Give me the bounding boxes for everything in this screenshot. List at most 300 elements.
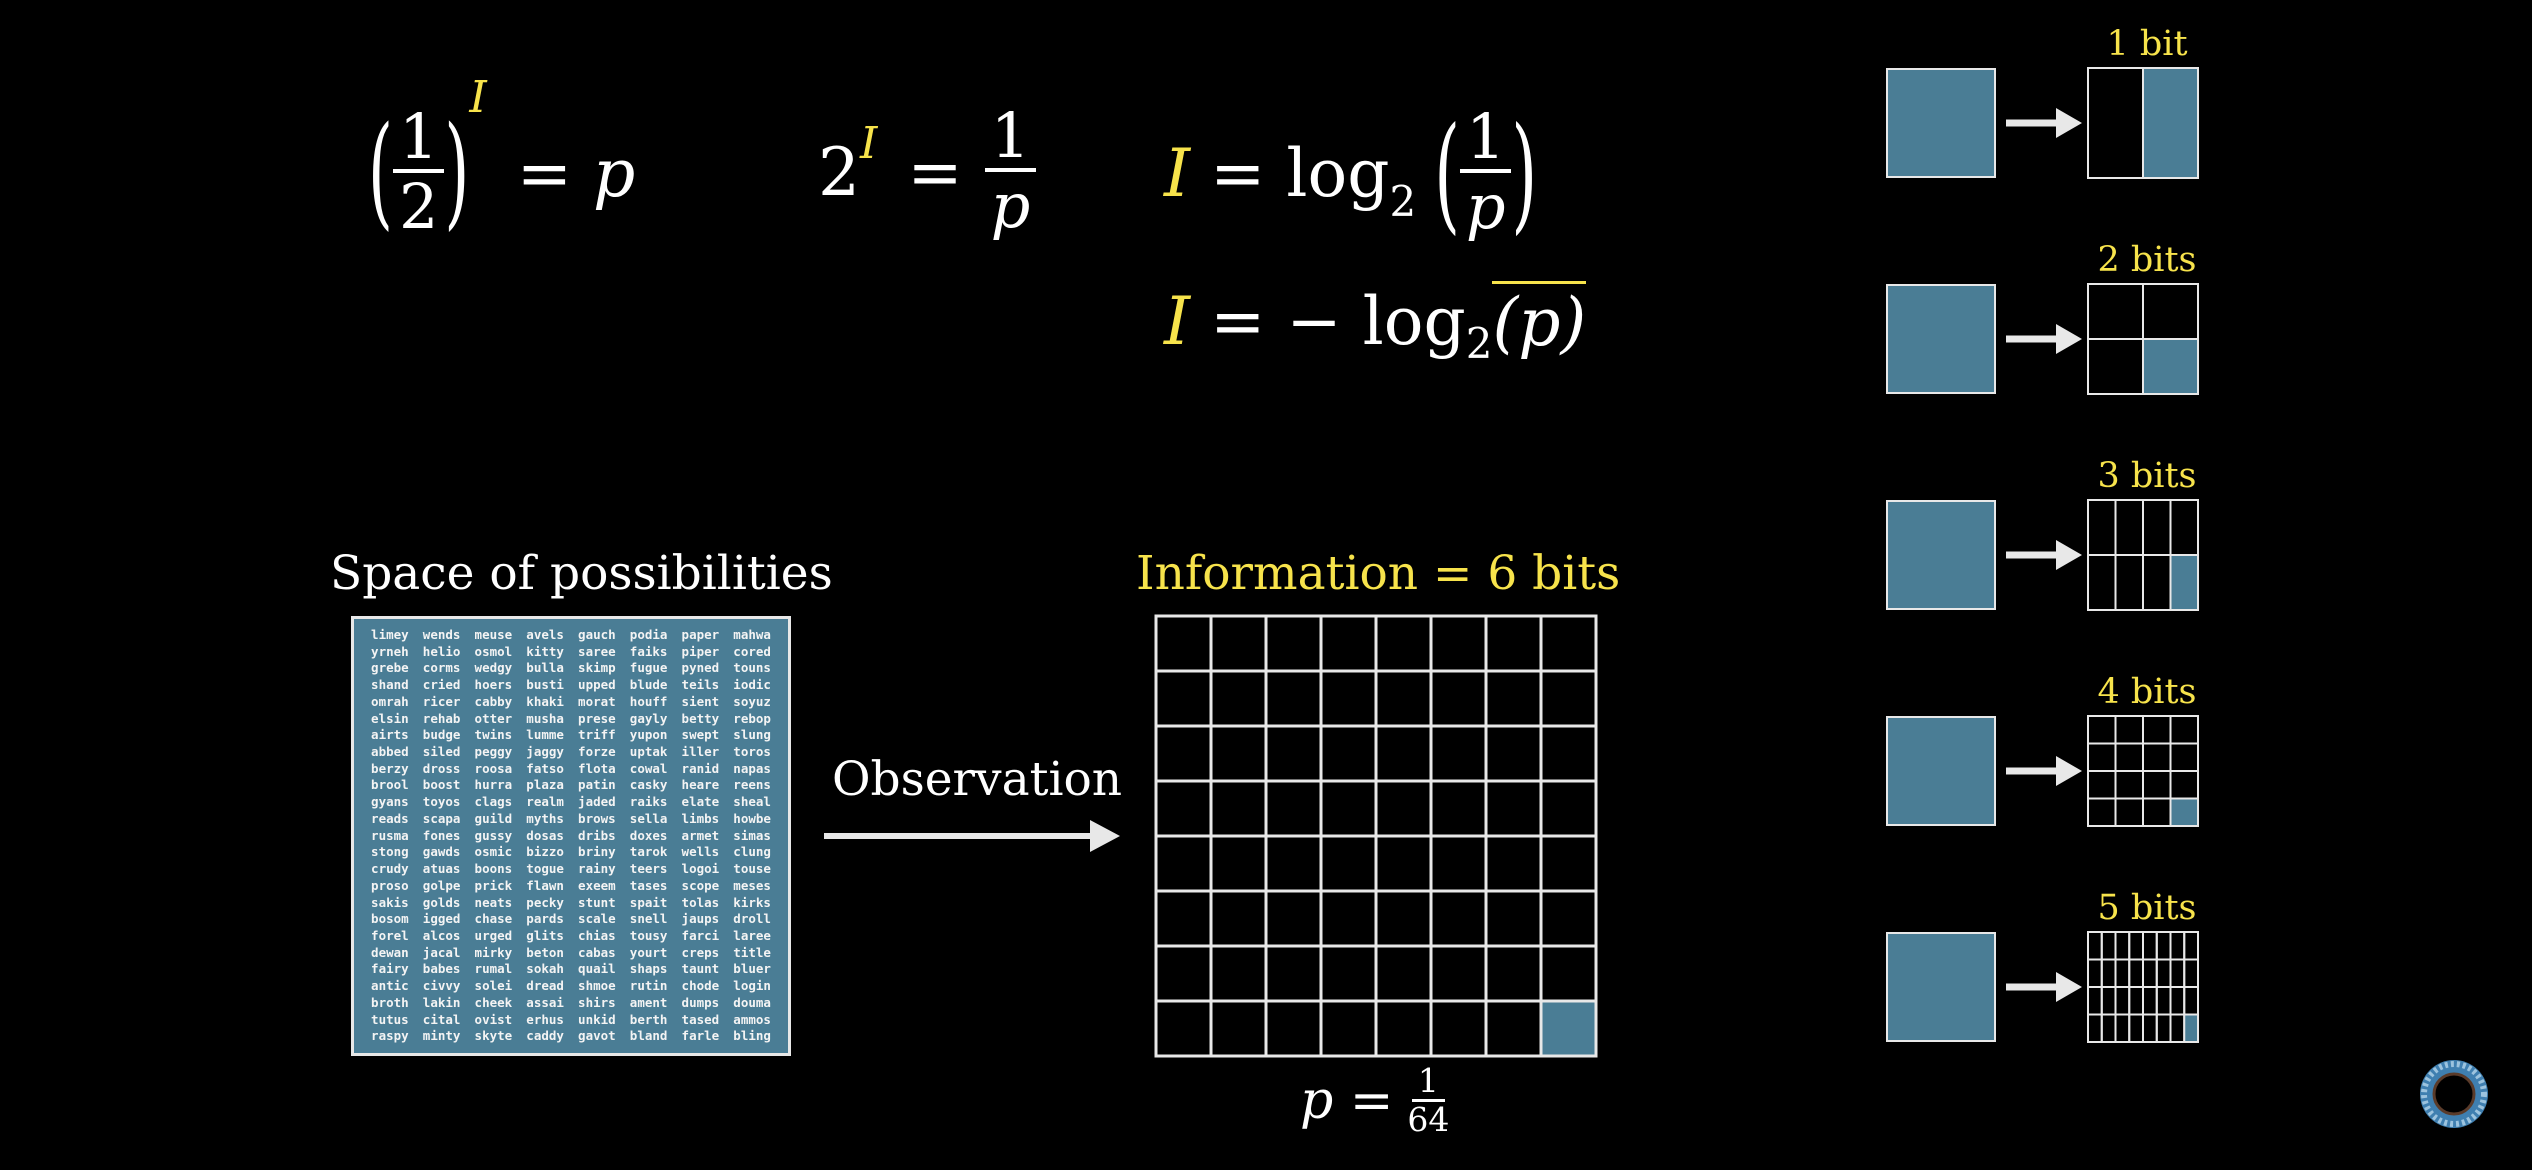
word-item: prese — [578, 710, 616, 726]
grid-cell — [1541, 726, 1596, 781]
word-item: stong — [371, 844, 409, 860]
bits-cell — [2102, 987, 2116, 1015]
bits-label: 1 bit — [2106, 24, 2188, 64]
word-item: dribs — [578, 827, 616, 843]
word-item: limey — [371, 627, 409, 642]
bits-cell — [2143, 744, 2171, 772]
word-item: atuas — [422, 861, 461, 877]
arrow-right-icon — [2004, 537, 2082, 573]
bits-label: 4 bits — [2097, 672, 2197, 712]
word-item: flawn — [526, 877, 564, 893]
word-item: glits — [526, 927, 564, 943]
word-item: twins — [474, 727, 513, 743]
word-item: doxes — [629, 827, 668, 843]
word-item: bizzo — [526, 844, 564, 860]
word-item: tutus — [371, 1011, 409, 1027]
word-item: clung — [733, 844, 771, 860]
bits-cell — [2088, 500, 2116, 555]
word-item: pards — [526, 911, 564, 927]
word-item: otter — [474, 710, 513, 726]
word-item: reens — [733, 777, 771, 793]
bits-cell — [2171, 744, 2199, 772]
grid-cell — [1266, 781, 1321, 836]
word-item: tases — [629, 877, 668, 893]
word-item: avels — [526, 627, 564, 642]
word-item: corms — [422, 660, 461, 676]
grid-cell — [1156, 836, 1211, 891]
word-item: clags — [474, 794, 513, 810]
bits-label: 2 bits — [2097, 240, 2197, 280]
grid-cell — [1266, 1001, 1321, 1056]
grid-cell — [1376, 616, 1431, 671]
word-item: heare — [681, 777, 720, 793]
word-item: roosa — [474, 760, 513, 776]
word-item: dread — [526, 978, 564, 994]
word-item: airts — [371, 727, 409, 743]
word-item: casky — [629, 777, 668, 793]
bits-cell — [2171, 500, 2199, 555]
word-item: iller — [681, 744, 720, 760]
arrow-right-icon — [2004, 105, 2082, 141]
word-item: rumal — [474, 961, 513, 977]
bits-cell — [2143, 960, 2157, 988]
grid-cell — [1486, 891, 1541, 946]
bits-cell — [2143, 716, 2171, 744]
grid-cell — [1541, 781, 1596, 836]
grid-cell — [1156, 671, 1211, 726]
word-item: scope — [681, 877, 720, 893]
formula-log: I = log 2 ( $\frac{1}{p}$ ) — [1164, 99, 1538, 247]
word-item: teils — [681, 677, 720, 693]
word-item: exeem — [578, 877, 616, 893]
grid-cell — [1431, 946, 1486, 1001]
bits-cell — [2116, 716, 2144, 744]
arrow-right-icon — [2004, 753, 2082, 789]
bits-cell — [2129, 987, 2143, 1015]
bits-cell — [2143, 555, 2171, 610]
word-item: golpe — [422, 877, 461, 893]
grid-cell — [1156, 781, 1211, 836]
word-item: hurra — [474, 777, 513, 793]
word-item: caddy — [526, 1028, 564, 1044]
grid-cell — [1266, 616, 1321, 671]
word-item: bland — [629, 1028, 668, 1044]
word-item: ammos — [733, 1011, 771, 1027]
word-item: farci — [681, 927, 720, 943]
bits-cell — [2143, 500, 2171, 555]
word-item: faiks — [629, 643, 668, 659]
word-item: shirs — [578, 994, 616, 1010]
word-item: bling — [733, 1028, 771, 1044]
grid-cell — [1266, 946, 1321, 1001]
grid-cell — [1266, 891, 1321, 946]
grid-cell — [1431, 781, 1486, 836]
bits-cell — [2184, 932, 2198, 960]
word-item: stunt — [578, 894, 616, 910]
word-item: morat — [578, 693, 616, 709]
word-item: briny — [578, 844, 616, 860]
word-item: lumme — [526, 727, 564, 743]
word-item: crudy — [371, 861, 409, 877]
word-item: wells — [681, 844, 720, 860]
word-item: cital — [422, 1011, 461, 1027]
word-item: golds — [422, 894, 461, 910]
grid-cell — [1156, 946, 1211, 1001]
arrow-right-icon — [2004, 321, 2082, 357]
word-item: pyned — [681, 660, 720, 676]
word-item: toros — [733, 744, 771, 760]
bits-cell-selected — [2143, 68, 2198, 178]
grid-cell — [1266, 836, 1321, 891]
word-item: shand — [371, 677, 409, 693]
grid-cell — [1321, 836, 1376, 891]
grid-cell — [1156, 1001, 1211, 1056]
bits-cell-selected — [2171, 555, 2199, 610]
word-item: slung — [733, 727, 771, 743]
word-list-grid — [351, 616, 791, 1056]
bits-cell — [2129, 1015, 2143, 1043]
word-item: dumps — [681, 994, 720, 1010]
word-item: creps — [681, 944, 720, 960]
grid-cell — [1376, 1001, 1431, 1056]
bits-cell — [2116, 987, 2130, 1015]
word-item: jaups — [681, 911, 720, 927]
space-title: Space of possibilities — [330, 546, 833, 601]
word-item: ricer — [422, 693, 461, 709]
grid-cell — [1431, 726, 1486, 781]
word-item: pecky — [526, 894, 564, 910]
word-item: hoers — [474, 677, 513, 693]
bits-cell — [2088, 771, 2116, 799]
word-item: bosom — [371, 911, 409, 927]
word-item: podia — [629, 627, 668, 642]
bits-cell — [2116, 744, 2144, 772]
formula-two-power: 2 I = $\frac{1}{p}$ — [818, 82, 1036, 262]
bits-cell — [2116, 555, 2144, 610]
word-item: reads — [371, 810, 409, 826]
word-item: cowal — [629, 760, 668, 776]
word-item: forze — [578, 744, 616, 760]
bits-cell — [2157, 960, 2171, 988]
word-item: babes — [422, 961, 461, 977]
bits-cell — [2143, 932, 2157, 960]
word-item: gawds — [422, 844, 461, 860]
word-item: osmic — [474, 844, 513, 860]
grid-cell — [1486, 1001, 1541, 1056]
word-item: laree — [733, 927, 771, 943]
grid-cell — [1321, 726, 1376, 781]
word-item: jaded — [578, 794, 616, 810]
word-item: farle — [681, 1028, 720, 1044]
bits-cell-selected — [2171, 799, 2199, 827]
word-item: jaggy — [526, 744, 564, 760]
word-item: minty — [422, 1028, 461, 1044]
grid-cell — [1376, 726, 1431, 781]
grid-cell — [1541, 836, 1596, 891]
word-item: tolas — [681, 894, 720, 910]
bits-cell — [2143, 987, 2157, 1015]
word-item: alcos — [422, 927, 461, 943]
bits-grid — [2086, 930, 2200, 1044]
word-item: saree — [578, 643, 616, 659]
grid-cell — [1321, 671, 1376, 726]
word-item: snell — [629, 911, 668, 927]
word-item: peggy — [474, 744, 513, 760]
word-item: touns — [733, 660, 771, 676]
word-item: triff — [578, 727, 616, 743]
bits-label: 3 bits — [2097, 456, 2197, 496]
bits-cell — [2171, 932, 2185, 960]
word-item: houff — [629, 693, 668, 709]
word-item: limbs — [681, 810, 720, 826]
bits-cell — [2171, 716, 2199, 744]
word-item: myths — [526, 810, 564, 826]
word-item: togue — [526, 861, 564, 877]
word-item: osmol — [474, 643, 513, 659]
word-item: civvy — [422, 978, 461, 994]
grid-cell — [1211, 836, 1266, 891]
bits-cell — [2102, 960, 2116, 988]
grid-cell — [1376, 671, 1431, 726]
word-item: rusma — [371, 827, 409, 843]
word-item: dewan — [371, 944, 409, 960]
word-item: scapa — [422, 810, 461, 826]
word-item: toyos — [422, 794, 461, 810]
bits-cell — [2088, 799, 2116, 827]
word-item: teers — [629, 861, 668, 877]
word-item: skyte — [474, 1028, 513, 1044]
word-item: cried — [422, 677, 461, 693]
word-item: droll — [733, 911, 771, 927]
grid-cell — [1486, 781, 1541, 836]
word-item: chase — [474, 911, 513, 927]
word-item: elsin — [371, 710, 409, 726]
word-item: ament — [629, 994, 668, 1010]
word-item: elate — [681, 794, 720, 810]
grid-cell — [1541, 891, 1596, 946]
word-item: rutin — [629, 978, 668, 994]
grid-cell — [1486, 671, 1541, 726]
word-item: antic — [371, 978, 409, 994]
word-item: sella — [629, 810, 668, 826]
word-item: mahwa — [733, 627, 771, 642]
bits-cell — [2184, 987, 2198, 1015]
word-item: igged — [422, 911, 461, 927]
word-item: wends — [422, 627, 461, 642]
grid-cell — [1321, 616, 1376, 671]
word-item: khaki — [526, 693, 564, 709]
grid-cell — [1156, 726, 1211, 781]
word-item: tased — [681, 1011, 720, 1027]
grid-cell — [1376, 891, 1431, 946]
word-item: rebop — [733, 710, 771, 726]
word-item: touse — [733, 861, 771, 877]
word-item: logoi — [681, 861, 720, 877]
word-item: fatso — [526, 760, 564, 776]
word-item: raiks — [629, 794, 668, 810]
bits-cell — [2157, 932, 2171, 960]
grid-cell — [1321, 781, 1376, 836]
grid-cell-selected — [1541, 1001, 1596, 1056]
word-item: fones — [422, 827, 461, 843]
bits-cell — [2116, 799, 2144, 827]
bits-grid — [2086, 498, 2200, 612]
word-item: dosas — [526, 827, 564, 843]
source-square — [1886, 68, 1996, 178]
grid-cell — [1211, 1001, 1266, 1056]
source-square — [1886, 500, 1996, 610]
word-item: forel — [371, 927, 409, 943]
word-item: chode — [681, 978, 720, 994]
observation-arrow — [824, 816, 1124, 856]
word-item: kitty — [526, 643, 564, 659]
word-item: mirky — [474, 944, 513, 960]
grid-cell — [1431, 836, 1486, 891]
word-item: paper — [681, 627, 720, 642]
word-item: cabby — [474, 693, 513, 709]
grid-cell — [1321, 1001, 1376, 1056]
word-item: gussy — [474, 827, 513, 843]
word-item: quail — [578, 961, 616, 977]
word-item: yupon — [629, 727, 668, 743]
bits-cell — [2171, 960, 2185, 988]
word-item: omrah — [371, 693, 409, 709]
bits-cell — [2143, 284, 2198, 339]
source-square — [1886, 716, 1996, 826]
bits-cell-selected — [2184, 1015, 2198, 1043]
word-item: armet — [681, 827, 720, 843]
bits-grid — [2086, 66, 2200, 180]
word-item: boost — [422, 777, 461, 793]
word-item: boons — [474, 861, 513, 877]
grid-cell — [1266, 726, 1321, 781]
bits-cell — [2088, 1015, 2102, 1043]
word-item: yourt — [629, 944, 668, 960]
word-item: shmoe — [578, 978, 616, 994]
word-item: upped — [578, 677, 616, 693]
grid-cell — [1156, 616, 1211, 671]
word-item: douma — [733, 994, 771, 1010]
word-item: plaza — [526, 777, 564, 793]
bits-grid — [2086, 714, 2200, 828]
word-item: erhus — [526, 1011, 564, 1027]
bits-cell — [2088, 716, 2116, 744]
word-item: ovist — [474, 1011, 513, 1027]
channel-logo-icon — [2418, 1058, 2490, 1130]
word-item: flota — [578, 760, 616, 776]
word-item: meuse — [474, 627, 513, 642]
word-item: gayly — [629, 710, 668, 726]
word-item: sokah — [526, 961, 564, 977]
bits-cell — [2171, 771, 2199, 799]
word-item: realm — [526, 794, 564, 810]
grid-cell — [1211, 616, 1266, 671]
bits-label: 5 bits — [2097, 888, 2197, 928]
grid-cell — [1486, 946, 1541, 1001]
word-item: bluer — [733, 961, 771, 977]
word-item: title — [733, 944, 771, 960]
grid-cell — [1211, 891, 1266, 946]
word-item: yrneh — [371, 643, 409, 659]
word-item: unkid — [578, 1011, 616, 1027]
word-item: skimp — [578, 660, 616, 676]
word-item: uptak — [629, 744, 668, 760]
bits-cell — [2088, 744, 2116, 772]
bits-cell — [2088, 284, 2143, 339]
formula-neg-log: I = − log 2 (p) — [1164, 282, 1587, 368]
word-item: bulla — [526, 660, 564, 676]
word-item: brows — [578, 810, 616, 826]
word-item: jacal — [422, 944, 461, 960]
grid-cell — [1211, 781, 1266, 836]
bits-cell — [2116, 1015, 2130, 1043]
word-item: berth — [629, 1011, 668, 1027]
word-item: fugue — [629, 660, 668, 676]
word-item: lakin — [422, 994, 461, 1010]
grid-cell — [1431, 671, 1486, 726]
grid-cell — [1211, 946, 1266, 1001]
grid-cell — [1486, 726, 1541, 781]
word-item: siled — [422, 744, 461, 760]
word-item: napas — [733, 760, 771, 776]
grid-cell — [1376, 781, 1431, 836]
word-item: beton — [526, 944, 564, 960]
arrow-right-icon — [2004, 969, 2082, 1005]
bits-cell — [2129, 960, 2143, 988]
word-item: sheal — [733, 794, 771, 810]
grid-cell — [1211, 726, 1266, 781]
bits-cell — [2102, 1015, 2116, 1043]
bits-cell — [2157, 987, 2171, 1015]
word-item: grebe — [371, 660, 409, 676]
word-item: helio — [422, 643, 461, 659]
word-item: tousy — [629, 927, 668, 943]
grid-cell — [1321, 891, 1376, 946]
word-item: cored — [733, 643, 771, 659]
bits-grid — [2086, 282, 2200, 396]
grid-cell — [1486, 616, 1541, 671]
word-item: cabas — [578, 944, 616, 960]
grid-cell — [1376, 836, 1431, 891]
word-item: taunt — [681, 961, 720, 977]
word-item: guild — [474, 810, 513, 826]
bits-cell — [2116, 960, 2130, 988]
bits-cell — [2116, 771, 2144, 799]
word-item: wedgy — [474, 660, 513, 676]
grid-cell — [1541, 616, 1596, 671]
grid-cell — [1211, 671, 1266, 726]
grid-cell — [1321, 946, 1376, 1001]
bits-cell — [2088, 68, 2143, 178]
word-item: betty — [681, 710, 720, 726]
bits-cell — [2102, 932, 2116, 960]
word-item: musha — [526, 710, 564, 726]
bits-cell — [2184, 960, 2198, 988]
word-item: blude — [629, 677, 668, 693]
bits-cell — [2143, 799, 2171, 827]
bits-cell — [2143, 1015, 2157, 1043]
grid-cell — [1431, 891, 1486, 946]
word-item: shaps — [629, 961, 668, 977]
grid-cell — [1541, 671, 1596, 726]
bits-cell — [2171, 1015, 2185, 1043]
information-title: Information = 6 bits — [1136, 546, 1621, 601]
word-item: patin — [578, 777, 616, 793]
word-item: abbed — [371, 744, 409, 760]
word-item: ranid — [681, 760, 720, 776]
word-item: howbe — [733, 810, 771, 826]
word-item: budge — [422, 727, 461, 743]
